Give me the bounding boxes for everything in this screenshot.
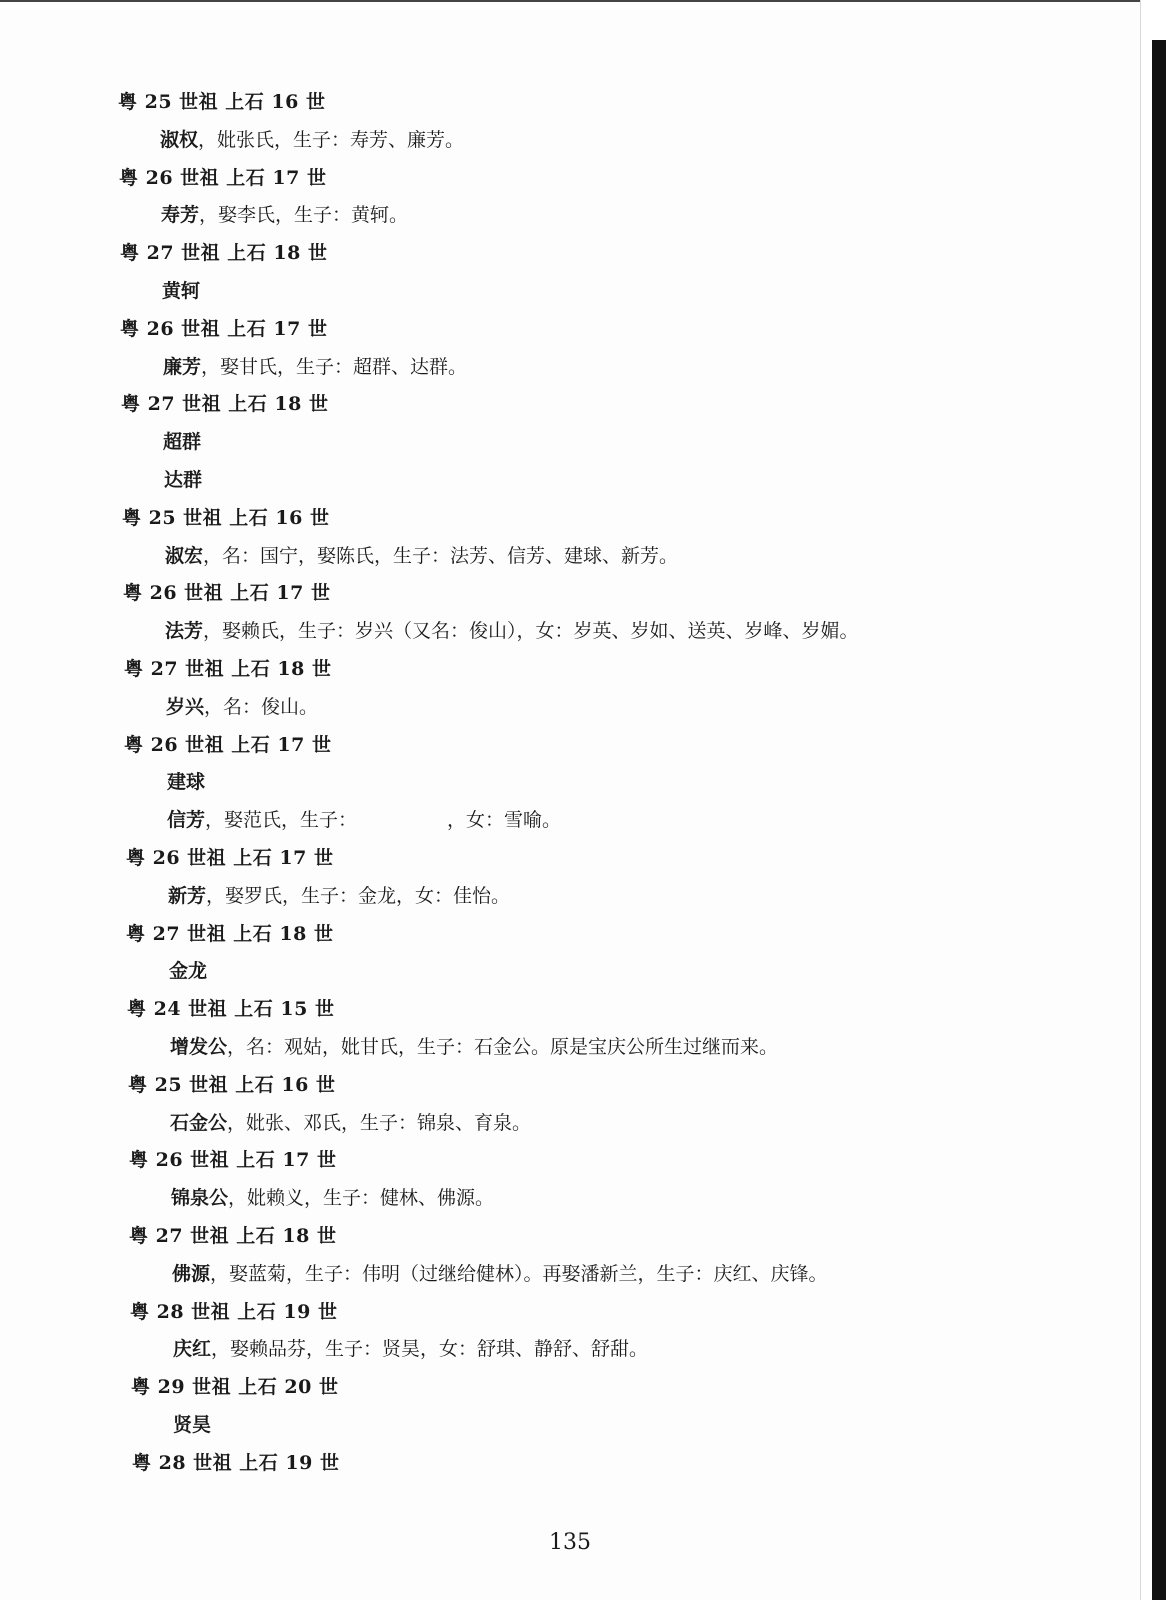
genealogy-content (118, 84, 1078, 1482)
generation-heading: 粤 26 世祖 上石 17 世 (119, 166, 327, 189)
person-details: ，娶李氏，生子：黄轲。 (199, 204, 409, 227)
person-details: ，娶罗氏，生子：金龙，女：佳怡。 (206, 884, 511, 907)
person-entry (122, 462, 1078, 500)
person-name: 黄轲 (162, 279, 201, 302)
person-name: 廉芳 (163, 355, 202, 378)
person-entry (130, 1256, 1078, 1294)
person-name: 金龙 (169, 960, 208, 983)
generation-heading: 粤 26 世祖 上石 17 世 (126, 846, 334, 869)
page-top-border (0, 0, 1140, 2)
person-name: 建球 (167, 771, 206, 794)
page-number: 135 (549, 1530, 591, 1555)
generation-heading: 粤 27 世祖 上石 18 世 (124, 657, 332, 680)
person-entry (123, 613, 1078, 651)
person-name: 淑宏 (165, 544, 204, 567)
person-entry (123, 538, 1078, 576)
generation-heading: 粤 24 世祖 上石 15 世 (127, 998, 335, 1021)
person-details: ，娶赖氏，生子：岁兴（又名：俊山），女：岁英、岁如、送英、岁峰、岁媚。 (203, 620, 859, 643)
scan-edge-shadow (1152, 40, 1166, 1600)
person-entry (126, 878, 1078, 916)
person-name: 法芳 (165, 620, 204, 643)
person-entry (121, 424, 1078, 462)
person-name: 超群 (163, 431, 202, 454)
person-entry (127, 953, 1078, 991)
generation-heading: 粤 27 世祖 上石 18 世 (120, 242, 328, 265)
person-name: 淑权 (160, 128, 199, 151)
person-entry (119, 197, 1078, 235)
person-name: 达群 (164, 468, 203, 491)
person-entry (131, 1331, 1078, 1369)
person-entry (128, 1029, 1078, 1067)
generation-heading: 粤 26 世祖 上石 17 世 (129, 1149, 337, 1172)
generation-heading: 粤 25 世祖 上石 16 世 (128, 1073, 336, 1096)
generation-heading: 粤 27 世祖 上石 18 世 (121, 393, 329, 416)
person-name: 信芳 (167, 809, 206, 832)
person-name: 新芳 (168, 884, 207, 907)
generation-heading: 粤 26 世祖 上石 17 世 (120, 317, 328, 340)
person-entry (118, 122, 1078, 160)
person-details: ，娶赖品芬，生子：贤昊，女：舒琪、静舒、舒甜。 (211, 1338, 649, 1361)
person-entry (128, 1105, 1078, 1143)
generation-heading: 粤 25 世祖 上石 16 世 (122, 506, 330, 529)
person-details: ，妣赖义，生子：健林、佛源。 (228, 1187, 495, 1210)
person-name: 佛源 (172, 1262, 211, 1285)
person-details: ，妣张氏，生子：寿芳、廉芳。 (198, 128, 465, 151)
person-name: 寿芳 (161, 204, 200, 227)
person-details: ，娶甘氏，生子：超群、达群。 (201, 355, 468, 378)
person-details: ，名：观姑，妣甘氏，生子：石金公。原是宝庆公所生过继而来。 (227, 1035, 779, 1058)
generation-heading: 粤 27 世祖 上石 18 世 (129, 1224, 337, 1247)
generation-heading: 粤 29 世祖 上石 20 世 (131, 1376, 339, 1399)
person-entry (129, 1180, 1078, 1218)
generation-heading: 粤 26 世祖 上石 17 世 (124, 733, 332, 756)
person-entry (125, 802, 1078, 840)
generation-heading: 粤 28 世祖 上石 19 世 (132, 1451, 340, 1474)
person-name: 岁兴 (166, 695, 205, 718)
person-details-after: ，女：雪喻。 (447, 809, 562, 832)
generation-heading: 粤 28 世祖 上石 19 世 (130, 1300, 338, 1323)
person-entry (120, 273, 1078, 311)
person-details: ，妣张、邓氏，生子：锦泉、育泉。 (227, 1111, 532, 1134)
person-entry (131, 1407, 1078, 1445)
person-name: 锦泉公 (171, 1187, 229, 1210)
generation-heading: 粤 25 世祖 上石 16 世 (118, 91, 326, 113)
person-details: ，名：国宁，娶陈氏，生子：法芳、信芳、建球、新芳。 (203, 544, 679, 567)
person-name: 增发公 (170, 1035, 228, 1058)
person-entry (121, 349, 1078, 387)
person-details: ，名：俊山。 (204, 695, 319, 718)
person-entry (124, 689, 1078, 727)
person-details: ，娶蓝菊，生子：伟明（过继给健林）。再娶潘新兰，生子：庆红、庆锋。 (210, 1262, 828, 1285)
person-name: 贤昊 (173, 1413, 212, 1436)
person-entry (125, 764, 1078, 802)
person-name: 石金公 (170, 1111, 228, 1134)
generation-heading: 粤 26 世祖 上石 17 世 (123, 582, 331, 605)
generation-heading: 粤 27 世祖 上石 18 世 (126, 922, 334, 945)
person-details: ，娶范氏，生子： (205, 809, 358, 832)
person-name: 庆红 (173, 1338, 212, 1361)
